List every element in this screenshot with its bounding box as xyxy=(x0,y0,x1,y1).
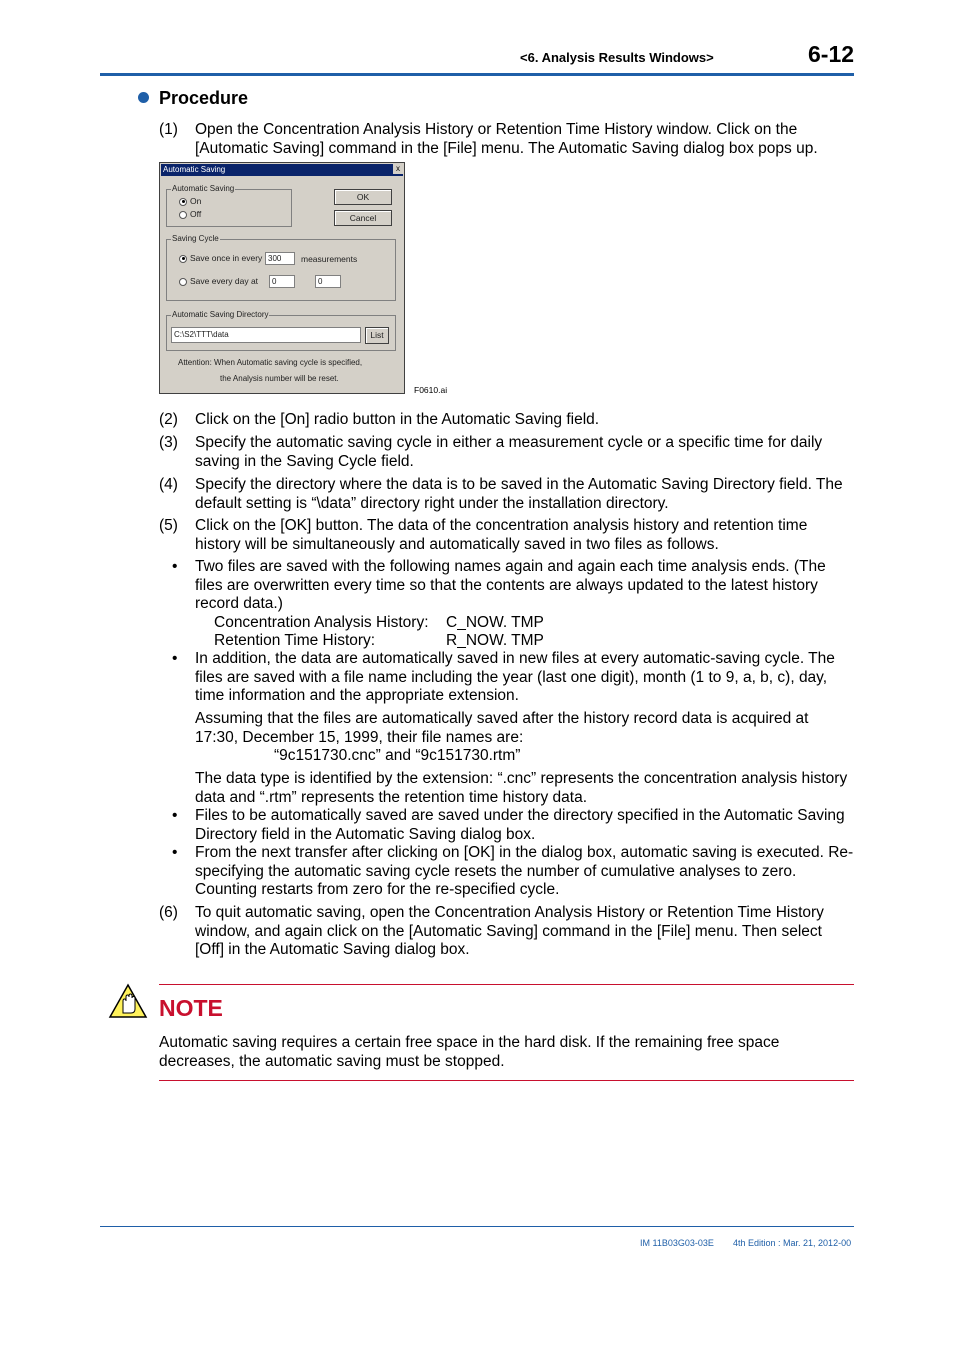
bullet-paragraph: The data type is identified by the extension: “.cnc” represents the concentration analysis history data and “.rtm” represents the retention time history data. xyxy=(195,770,848,806)
note-title: NOTE xyxy=(159,995,223,1021)
radio-unchecked-icon xyxy=(179,211,187,219)
figure-id: F0610.ai xyxy=(414,385,448,395)
file2-name: R_NOW. TMP xyxy=(446,632,544,649)
group-saving-cycle xyxy=(166,234,396,301)
bullet-marker: • xyxy=(172,650,178,667)
close-icon[interactable]: x xyxy=(393,164,403,174)
footer-rule xyxy=(100,1226,854,1227)
group-label: Automatic Saving xyxy=(172,184,235,193)
file2-label: Retention Time History: xyxy=(214,632,376,649)
radio-off-label: Off xyxy=(190,209,202,219)
footer-doc-number: IM 11B03G03-03E xyxy=(640,1238,714,1248)
step-text: Specify the directory where the data is to be saved in the Automatic Saving Directory field. The default setting is “\data” directory right under the installation directory. xyxy=(195,476,843,512)
radio-checked-icon xyxy=(179,198,187,206)
step-number: (3) xyxy=(159,434,178,451)
radio-off[interactable] xyxy=(179,209,201,219)
header-rule xyxy=(100,73,854,76)
procedure-title: Procedure xyxy=(159,88,249,108)
step-text: Open the Concentration Analysis History or Retention Time History window. Click on the [Automatic Saving] command in the [File] menu. The Automatic Saving dialog box pops up. xyxy=(195,121,818,157)
step-number: (2) xyxy=(159,411,178,428)
cycle-measurements-input[interactable]: 300 xyxy=(265,252,295,265)
bullet-text: In addition, the data are automatically saved in new files at every automatic-saving cycle. The files are saved with a file name including the year (last one digit), month (1 to 9, a, b, c), day, time information and the appropriate extension. xyxy=(195,650,835,704)
directory-input[interactable]: C:\S2\TTT\data xyxy=(171,327,361,343)
group-automatic-saving xyxy=(166,184,292,227)
bullet-text: Two files are saved with the following names again and again each time analysis ends. (The files are overwritten every time so that the contents are always updated to the latest history record data.) xyxy=(195,558,826,612)
cycle-unit-label: measurements xyxy=(301,254,358,264)
step-text: Click on the [On] radio button in the Automatic Saving field. xyxy=(195,411,600,428)
radio-unchecked-icon xyxy=(179,278,187,286)
radio-on-label: On xyxy=(190,196,202,206)
step-text: Click on the [OK] button. The data of the concentration analysis history and retention time history will be simultaneously and automatically saved in two files as follows. xyxy=(195,517,808,553)
radio-cycle-daily[interactable] xyxy=(179,276,258,286)
bullet-paragraph: Assuming that the files are automatically saved after the history record data is acquired at 17:30, December 15, 1999, their file names are: xyxy=(195,710,809,746)
cycle-daily-label: Save every day at xyxy=(190,276,259,286)
step-text: Specify the automatic saving cycle in either a measurement cycle or a specific time for daily saving in the Saving Cycle field. xyxy=(195,434,823,470)
step-number: (1) xyxy=(159,121,178,138)
note-top-rule xyxy=(159,984,854,985)
attention-text-1: Attention: When Automatic saving cycle is specified, xyxy=(178,358,363,367)
note-text: Automatic saving requires a certain free space in the hard disk. If the remaining free space decreases, the automatic saving must be stopped. xyxy=(159,1034,780,1070)
list-button[interactable]: List xyxy=(365,327,389,344)
procedure-bullet-icon xyxy=(138,92,149,103)
group-label: Automatic Saving Directory xyxy=(172,310,269,319)
group-saving-directory xyxy=(166,310,396,351)
file1-label: Concentration Analysis History: xyxy=(214,614,429,631)
group-label: Saving Cycle xyxy=(172,234,219,243)
step-number: (4) xyxy=(159,476,178,493)
bullet-marker: • xyxy=(172,844,178,861)
radio-checked-icon xyxy=(179,255,187,263)
bullet-marker: • xyxy=(172,558,178,575)
radio-cycle-every[interactable] xyxy=(179,253,262,263)
example-filenames: “9c151730.cnc” and “9c151730.rtm” xyxy=(274,747,521,764)
caution-hand-icon xyxy=(108,983,148,1024)
dialog-title: Automatic Saving xyxy=(161,164,403,176)
bullet-marker: • xyxy=(172,807,178,824)
footer-edition: 4th Edition : Mar. 21, 2012-00 xyxy=(733,1238,852,1248)
radio-on[interactable] xyxy=(179,196,201,206)
header-section: <6. Analysis Results Windows> xyxy=(520,50,714,65)
cancel-button[interactable]: Cancel xyxy=(334,210,392,226)
cycle-every-label: Save once in every xyxy=(190,253,263,263)
attention-text-2: the Analysis number will be reset. xyxy=(220,374,339,383)
daily-minute-input[interactable]: 0 xyxy=(315,275,341,288)
step-number: (5) xyxy=(159,517,178,534)
ok-button[interactable]: OK xyxy=(334,189,392,205)
daily-hour-input[interactable]: 0 xyxy=(269,275,295,288)
file1-name: C_NOW. TMP xyxy=(446,614,544,631)
step-text: To quit automatic saving, open the Concentration Analysis History or Retention Time History window, and again click on the [Automatic Saving] command in the [File] menu. Then select [Off] in the Automatic Saving dialog box. xyxy=(195,904,824,958)
bullet-text: Files to be automatically saved are saved under the directory specified in the Automatic Saving Directory field in the Automatic Saving dialog box. xyxy=(195,807,845,843)
note-bottom-rule xyxy=(159,1080,854,1081)
step-number: (6) xyxy=(159,904,178,921)
page-number: 6-12 xyxy=(808,41,855,67)
automatic-saving-dialog xyxy=(159,162,405,394)
bullet-text: From the next transfer after clicking on [OK] in the dialog box, automatic saving is executed. Re-specifying the automatic saving cycle resets the number of cumulative analyses to zero. Counting restarts from zero for the re-specified cycle. xyxy=(195,844,854,898)
